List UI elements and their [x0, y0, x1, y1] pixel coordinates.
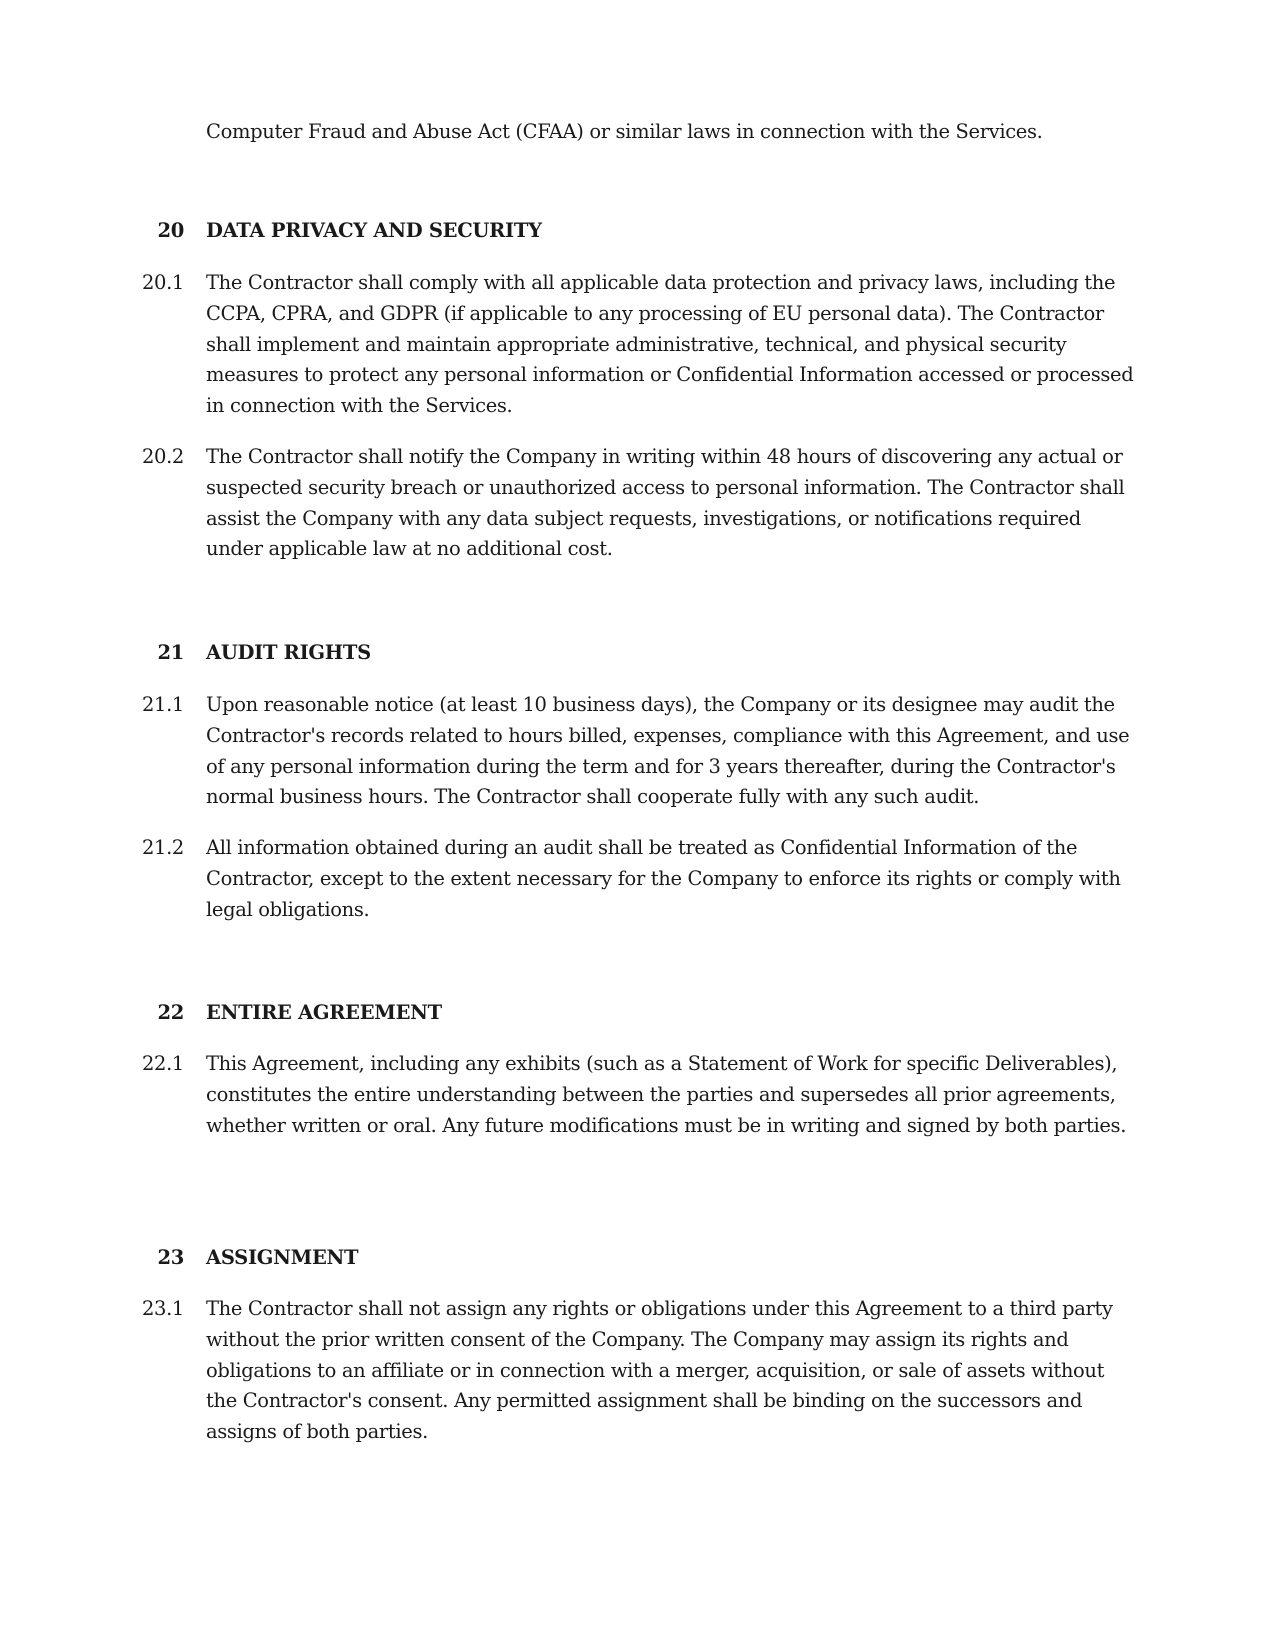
section-title: AUDIT RIGHTS	[206, 641, 371, 664]
clause-text: Upon reasonable notice (at least 10 business days), the Company or its designee may audit the Contractor's records related to hours billed, expenses, compliance with this Agreement, and use of any personal information during the term and for 3 years thereafter, during the Contractor's normal business hours. The Contractor shall cooperate fully with any such audit.	[206, 693, 1130, 809]
section-number: 22	[157, 1001, 184, 1024]
clause-text: This Agreement, including any exhibits (such as a Statement of Work for specific Deliverables), constitutes the entire understanding between the parties and supersedes all prior agreements, whether written or oral. Any future modifications must be in writing and signed by both parties.	[206, 1052, 1127, 1137]
clause-number: 21.2	[141, 836, 184, 859]
section-heading	[0, 638, 1275, 668]
continuation-paragraph: Computer Fraud and Abuse Act (CFAA) or similar laws in connection with the Services.	[206, 120, 1043, 143]
clause-number: 21.1	[141, 693, 184, 716]
clause-text: The Contractor shall not assign any rights or obligations under this Agreement to a third party without the prior written consent of the Company. The Company may assign its rights and obligations to an affiliate or in connection with a merger, acquisition, or sale of assets without the Contractor's consent. Any permitted assignment shall be binding on the successors and assigns of both parties.	[206, 1297, 1113, 1444]
section-number: 21	[157, 641, 184, 664]
section-heading	[0, 1243, 1275, 1273]
clause-text: The Contractor shall comply with all applicable data protection and privacy laws, including the CCPA, CPRA, and GDPR (if applicable to any processing of EU personal data). The Contractor shall implement and maintain appropriate administrative, technical, and physical security measures to protect any personal information or Confidential Information accessed or processed in connection with the Services.	[206, 271, 1134, 418]
section-number: 23	[157, 1246, 184, 1269]
section-title: DATA PRIVACY AND SECURITY	[206, 219, 542, 242]
clause-text: All information obtained during an audit shall be treated as Confidential Information of the Contractor, except to the extent necessary for the Company to enforce its rights or comply with legal obligations.	[206, 836, 1121, 921]
section-heading	[0, 998, 1275, 1028]
section-heading	[0, 216, 1275, 246]
clause-number: 23.1	[141, 1297, 184, 1320]
section-title: ASSIGNMENT	[206, 1246, 359, 1269]
section-number: 20	[157, 219, 184, 242]
clause-number: 20.2	[141, 445, 184, 468]
clause-number: 22.1	[141, 1052, 184, 1075]
clause-text: The Contractor shall notify the Company in writing within 48 hours of discovering any actual or suspected security breach or unauthorized access to personal information. The Contractor shall assist the Company with any data subject requests, investigations, or notifications required under applicable law at no additional cost.	[206, 445, 1125, 561]
clause-number: 20.1	[141, 271, 184, 294]
section-title: ENTIRE AGREEMENT	[206, 1001, 442, 1024]
